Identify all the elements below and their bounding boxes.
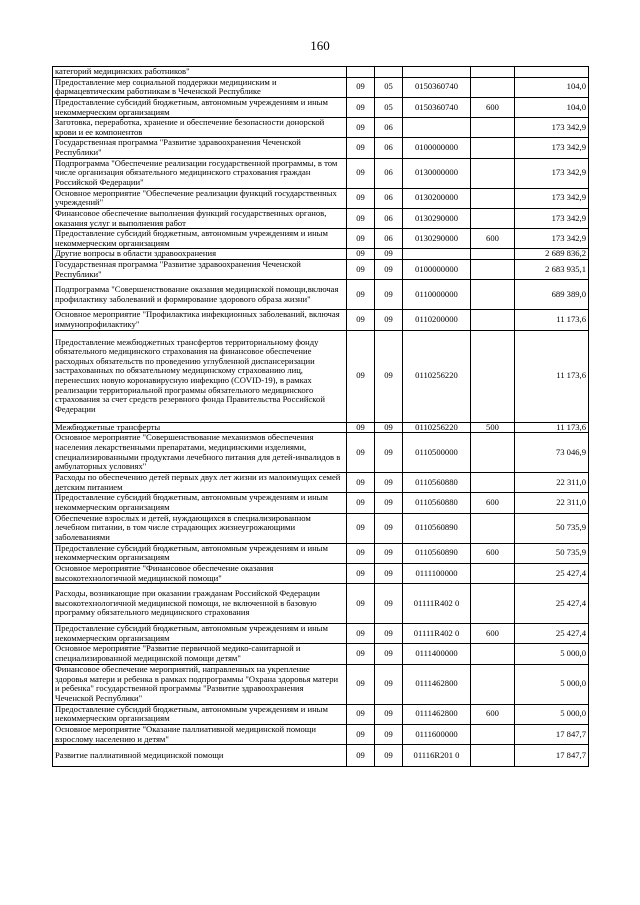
row-amount: 25 427,4 <box>515 624 589 644</box>
row-name: Предоставление субсидий бюджетным, автономным учреждениям и иным некоммерческим организациям <box>53 493 347 513</box>
table-row <box>53 513 589 543</box>
table-row <box>53 584 589 624</box>
row-name: Межбюджетные трансферты <box>53 422 347 433</box>
row-target-article: 0130290000 <box>403 208 471 228</box>
row-amount: 73 046,9 <box>515 433 589 473</box>
row-subsection: 06 <box>375 158 403 188</box>
row-section: 09 <box>347 563 375 583</box>
table-row <box>53 118 589 138</box>
row-name: Предоставление субсидий бюджетным, автономным учреждениям и иным некоммерческим организациям <box>53 543 347 563</box>
table-row <box>53 543 589 563</box>
row-expense-type <box>471 138 515 158</box>
row-target-article <box>403 249 471 260</box>
row-section: 09 <box>347 249 375 260</box>
row-amount: 173 342,9 <box>515 138 589 158</box>
row-subsection: 09 <box>375 493 403 513</box>
row-subsection: 09 <box>375 724 403 744</box>
row-expense-type <box>471 433 515 473</box>
row-amount: 11 173,6 <box>515 310 589 330</box>
row-amount: 50 735,9 <box>515 543 589 563</box>
table-row <box>53 260 589 280</box>
row-subsection: 06 <box>375 229 403 249</box>
row-expense-type <box>471 158 515 188</box>
row-target-article: 0110500000 <box>403 433 471 473</box>
row-subsection: 09 <box>375 513 403 543</box>
page-number: 160 <box>310 38 330 53</box>
row-section: 09 <box>347 188 375 208</box>
budget-table <box>52 66 589 767</box>
table-row <box>53 704 589 724</box>
row-subsection: 09 <box>375 330 403 422</box>
row-section: 09 <box>347 422 375 433</box>
row-subsection: 09 <box>375 422 403 433</box>
row-subsection: 09 <box>375 260 403 280</box>
row-amount: 11 173,6 <box>515 330 589 422</box>
table-row <box>53 208 589 228</box>
table-row <box>53 624 589 644</box>
row-section: 09 <box>347 704 375 724</box>
row-target-article: 01111R402 0 <box>403 584 471 624</box>
row-name: Финансовое обеспечение мероприятий, направленных на укрепление здоровья матери и ребенка в рамках подпрограммы "Охрана здоровья матери и ребенка" государственной программы "Развитие здравоохранения Чеченской Республики" <box>53 664 347 704</box>
row-expense-type: 600 <box>471 229 515 249</box>
row-target-article: 0111462800 <box>403 704 471 724</box>
row-subsection: 09 <box>375 745 403 767</box>
row-name: Обеспечение взрослых и детей, нуждающихся в специализированном лечебном питании, в том числе страдающих жизнеугрожающими заболеваниями <box>53 513 347 543</box>
row-subsection <box>375 67 403 78</box>
row-section: 09 <box>347 310 375 330</box>
row-section: 09 <box>347 77 375 97</box>
row-expense-type <box>471 563 515 583</box>
row-expense-type <box>471 260 515 280</box>
row-amount: 2 683 935,1 <box>515 260 589 280</box>
row-name: Основное мероприятие "Профилактика инфекционных заболеваний, включая иммунопрофилактику" <box>53 310 347 330</box>
row-target-article: 01116R201 0 <box>403 745 471 767</box>
table-row <box>53 280 589 310</box>
row-target-article: 0110560890 <box>403 543 471 563</box>
row-amount: 2 689 836,2 <box>515 249 589 260</box>
row-name: Финансовое обеспечение выполнения функций государственных органов, оказания услуг и выполнения работ <box>53 208 347 228</box>
table-row <box>53 664 589 704</box>
row-target-article: 0130200000 <box>403 188 471 208</box>
row-name: Расходы, возникающие при оказании гражданам Российской Федерации высокотехнологичной медицинской помощи, не включенной в базовую программу обязательного медицинского страхования <box>53 584 347 624</box>
budget-table-body <box>53 67 589 767</box>
table-row <box>53 330 589 422</box>
row-section: 09 <box>347 433 375 473</box>
row-expense-type <box>471 473 515 493</box>
row-expense-type <box>471 67 515 78</box>
row-section: 09 <box>347 138 375 158</box>
row-amount: 17 847,7 <box>515 724 589 744</box>
row-expense-type <box>471 513 515 543</box>
row-amount: 173 342,9 <box>515 118 589 138</box>
row-subsection: 06 <box>375 138 403 158</box>
row-subsection: 09 <box>375 473 403 493</box>
row-name: Другие вопросы в области здравоохранения <box>53 249 347 260</box>
row-subsection: 09 <box>375 563 403 583</box>
row-subsection: 09 <box>375 310 403 330</box>
row-expense-type <box>471 724 515 744</box>
row-name: Расходы по обеспечению детей первых двух лет жизни из малоимущих семей детским питанием <box>53 473 347 493</box>
row-section: 09 <box>347 664 375 704</box>
row-amount: 689 389,0 <box>515 280 589 310</box>
row-target-article: 0110560880 <box>403 493 471 513</box>
table-row <box>53 493 589 513</box>
row-name: Государственная программа "Развитие здравоохранения Чеченской Республики" <box>53 138 347 158</box>
row-subsection: 09 <box>375 433 403 473</box>
row-amount: 25 427,4 <box>515 584 589 624</box>
row-section: 09 <box>347 260 375 280</box>
row-subsection: 09 <box>375 280 403 310</box>
row-target-article: 0100000000 <box>403 138 471 158</box>
row-amount: 25 427,4 <box>515 563 589 583</box>
table-row <box>53 745 589 767</box>
row-target-article: 0111600000 <box>403 724 471 744</box>
table-row <box>53 473 589 493</box>
row-section: 09 <box>347 330 375 422</box>
row-subsection: 05 <box>375 77 403 97</box>
row-target-article: 0110000000 <box>403 280 471 310</box>
row-amount: 173 342,9 <box>515 188 589 208</box>
table-row <box>53 724 589 744</box>
row-name: Предоставление субсидий бюджетным, автономным учреждениям и иным некоммерческим организациям <box>53 97 347 117</box>
row-target-article: 0110200000 <box>403 310 471 330</box>
row-name: Подпрограмма "Обеспечение реализации государственной программы, в том числе организация обязательного медицинского страхования граждан Российской Федерации" <box>53 158 347 188</box>
row-target-article: 0130290000 <box>403 229 471 249</box>
row-section: 09 <box>347 624 375 644</box>
row-section: 09 <box>347 118 375 138</box>
row-amount: 22 311,0 <box>515 473 589 493</box>
row-target-article: 0150360740 <box>403 77 471 97</box>
row-expense-type: 600 <box>471 704 515 724</box>
row-section: 09 <box>347 584 375 624</box>
table-row <box>53 138 589 158</box>
row-subsection: 09 <box>375 644 403 664</box>
row-amount: 173 342,9 <box>515 208 589 228</box>
row-subsection: 09 <box>375 624 403 644</box>
row-expense-type: 600 <box>471 493 515 513</box>
row-amount: 5 000,0 <box>515 704 589 724</box>
row-target-article <box>403 67 471 78</box>
row-amount: 17 847,7 <box>515 745 589 767</box>
row-name: Заготовка, переработка, хранение и обеспечение безопасности донорской крови и ее компонентов <box>53 118 347 138</box>
row-amount: 5 000,0 <box>515 644 589 664</box>
row-name: Развитие паллиативной медицинской помощи <box>53 745 347 767</box>
row-target-article: 0110256220 <box>403 330 471 422</box>
table-row <box>53 422 589 433</box>
row-name: Основное мероприятие "Совершенствование механизмов обеспечения населения лекарственными препаратами, медицинскими изделиями, специализированными продуктами лечебного питания для детей-инвалидов в амбулаторных условиях" <box>53 433 347 473</box>
row-name: Основное мероприятие "Финансовое обеспечение оказания высокотехнологичной медицинской помощи" <box>53 563 347 583</box>
row-subsection: 09 <box>375 543 403 563</box>
row-expense-type <box>471 249 515 260</box>
row-subsection: 09 <box>375 584 403 624</box>
row-amount: 173 342,9 <box>515 158 589 188</box>
row-section: 09 <box>347 280 375 310</box>
row-expense-type <box>471 644 515 664</box>
row-expense-type <box>471 745 515 767</box>
row-section: 09 <box>347 644 375 664</box>
row-expense-type <box>471 118 515 138</box>
row-section: 09 <box>347 513 375 543</box>
row-expense-type <box>471 330 515 422</box>
row-target-article: 0111100000 <box>403 563 471 583</box>
row-amount: 104,0 <box>515 97 589 117</box>
row-target-article: 0100000000 <box>403 260 471 280</box>
row-amount: 104,0 <box>515 77 589 97</box>
row-target-article: 0111462800 <box>403 664 471 704</box>
row-name: Предоставление субсидий бюджетным, автономным учреждениям и иным некоммерческим организациям <box>53 229 347 249</box>
row-expense-type <box>471 208 515 228</box>
row-expense-type: 600 <box>471 543 515 563</box>
row-section: 09 <box>347 473 375 493</box>
row-section: 09 <box>347 724 375 744</box>
row-section: 09 <box>347 229 375 249</box>
row-section: 09 <box>347 493 375 513</box>
row-amount: 5 000,0 <box>515 664 589 704</box>
row-expense-type <box>471 188 515 208</box>
row-amount: 50 735,9 <box>515 513 589 543</box>
row-name: Предоставление субсидий бюджетным, автономным учреждениям и иным некоммерческим организациям <box>53 624 347 644</box>
row-name: категорий медицинских работников" <box>53 67 347 78</box>
table-row <box>53 158 589 188</box>
row-amount: 11 173,6 <box>515 422 589 433</box>
row-name: Основное мероприятие "Оказание паллиативной медицинской помощи взрослому населению и детям" <box>53 724 347 744</box>
row-target-article <box>403 118 471 138</box>
row-subsection: 09 <box>375 664 403 704</box>
table-row <box>53 97 589 117</box>
row-subsection: 09 <box>375 704 403 724</box>
row-name: Подпрограмма "Совершенствование оказания медицинской помощи,включая профилактику заболеваний и формирование здорового образа жизни" <box>53 280 347 310</box>
row-expense-type: 600 <box>471 97 515 117</box>
row-expense-type <box>471 584 515 624</box>
row-section: 09 <box>347 745 375 767</box>
row-subsection: 06 <box>375 208 403 228</box>
row-amount: 173 342,9 <box>515 229 589 249</box>
row-expense-type: 600 <box>471 624 515 644</box>
row-expense-type <box>471 280 515 310</box>
row-expense-type: 500 <box>471 422 515 433</box>
row-target-article: 0150360740 <box>403 97 471 117</box>
row-section: 09 <box>347 208 375 228</box>
table-row <box>53 188 589 208</box>
row-subsection: 06 <box>375 188 403 208</box>
row-name: Основное мероприятие "Обеспечение реализации функций государственных учреждений" <box>53 188 347 208</box>
row-name: Предоставление мер социальной поддержки медицинским и фармацевтическим работникам в Чеченской Республике <box>53 77 347 97</box>
row-name: Основное мероприятие "Развитие первичной медико-санитарной и специализированной медицинской помощи детям" <box>53 644 347 664</box>
row-target-article: 0111400000 <box>403 644 471 664</box>
row-section: 09 <box>347 97 375 117</box>
table-row <box>53 433 589 473</box>
row-subsection: 09 <box>375 249 403 260</box>
row-subsection: 05 <box>375 97 403 117</box>
table-row <box>53 310 589 330</box>
table-row <box>53 644 589 664</box>
row-name: Предоставление субсидий бюджетным, автономным учреждениям и иным некоммерческим организациям <box>53 704 347 724</box>
row-target-article: 01111R402 0 <box>403 624 471 644</box>
row-section: 09 <box>347 158 375 188</box>
row-name: Предоставление межбюджетных трансфертов территориальному фонду обязательного медицинского страхования на финансовое обеспечение расходных обязательств по проведению углубленной диспансеризации застрахованных по обязательному медицинскому страхованию лиц, перенесших новую коронавирусную инфекцию (COVID-19), в рамках реализации территориальной программы обязательного медицинского страхования за счет средств резервного фонда Правительства Российской Федерации <box>53 330 347 422</box>
row-expense-type <box>471 77 515 97</box>
row-expense-type <box>471 310 515 330</box>
row-amount <box>515 67 589 78</box>
row-target-article: 0110560880 <box>403 473 471 493</box>
table-row <box>53 229 589 249</box>
row-name: Государственная программа "Развитие здравоохранения Чеченской Республики" <box>53 260 347 280</box>
table-row <box>53 67 589 78</box>
row-section: 09 <box>347 543 375 563</box>
row-expense-type <box>471 664 515 704</box>
row-section <box>347 67 375 78</box>
row-target-article: 0110256220 <box>403 422 471 433</box>
table-row <box>53 563 589 583</box>
row-amount: 22 311,0 <box>515 493 589 513</box>
row-subsection: 06 <box>375 118 403 138</box>
row-target-article: 0110560890 <box>403 513 471 543</box>
table-row <box>53 249 589 260</box>
row-target-article: 0130000000 <box>403 158 471 188</box>
table-row <box>53 77 589 97</box>
